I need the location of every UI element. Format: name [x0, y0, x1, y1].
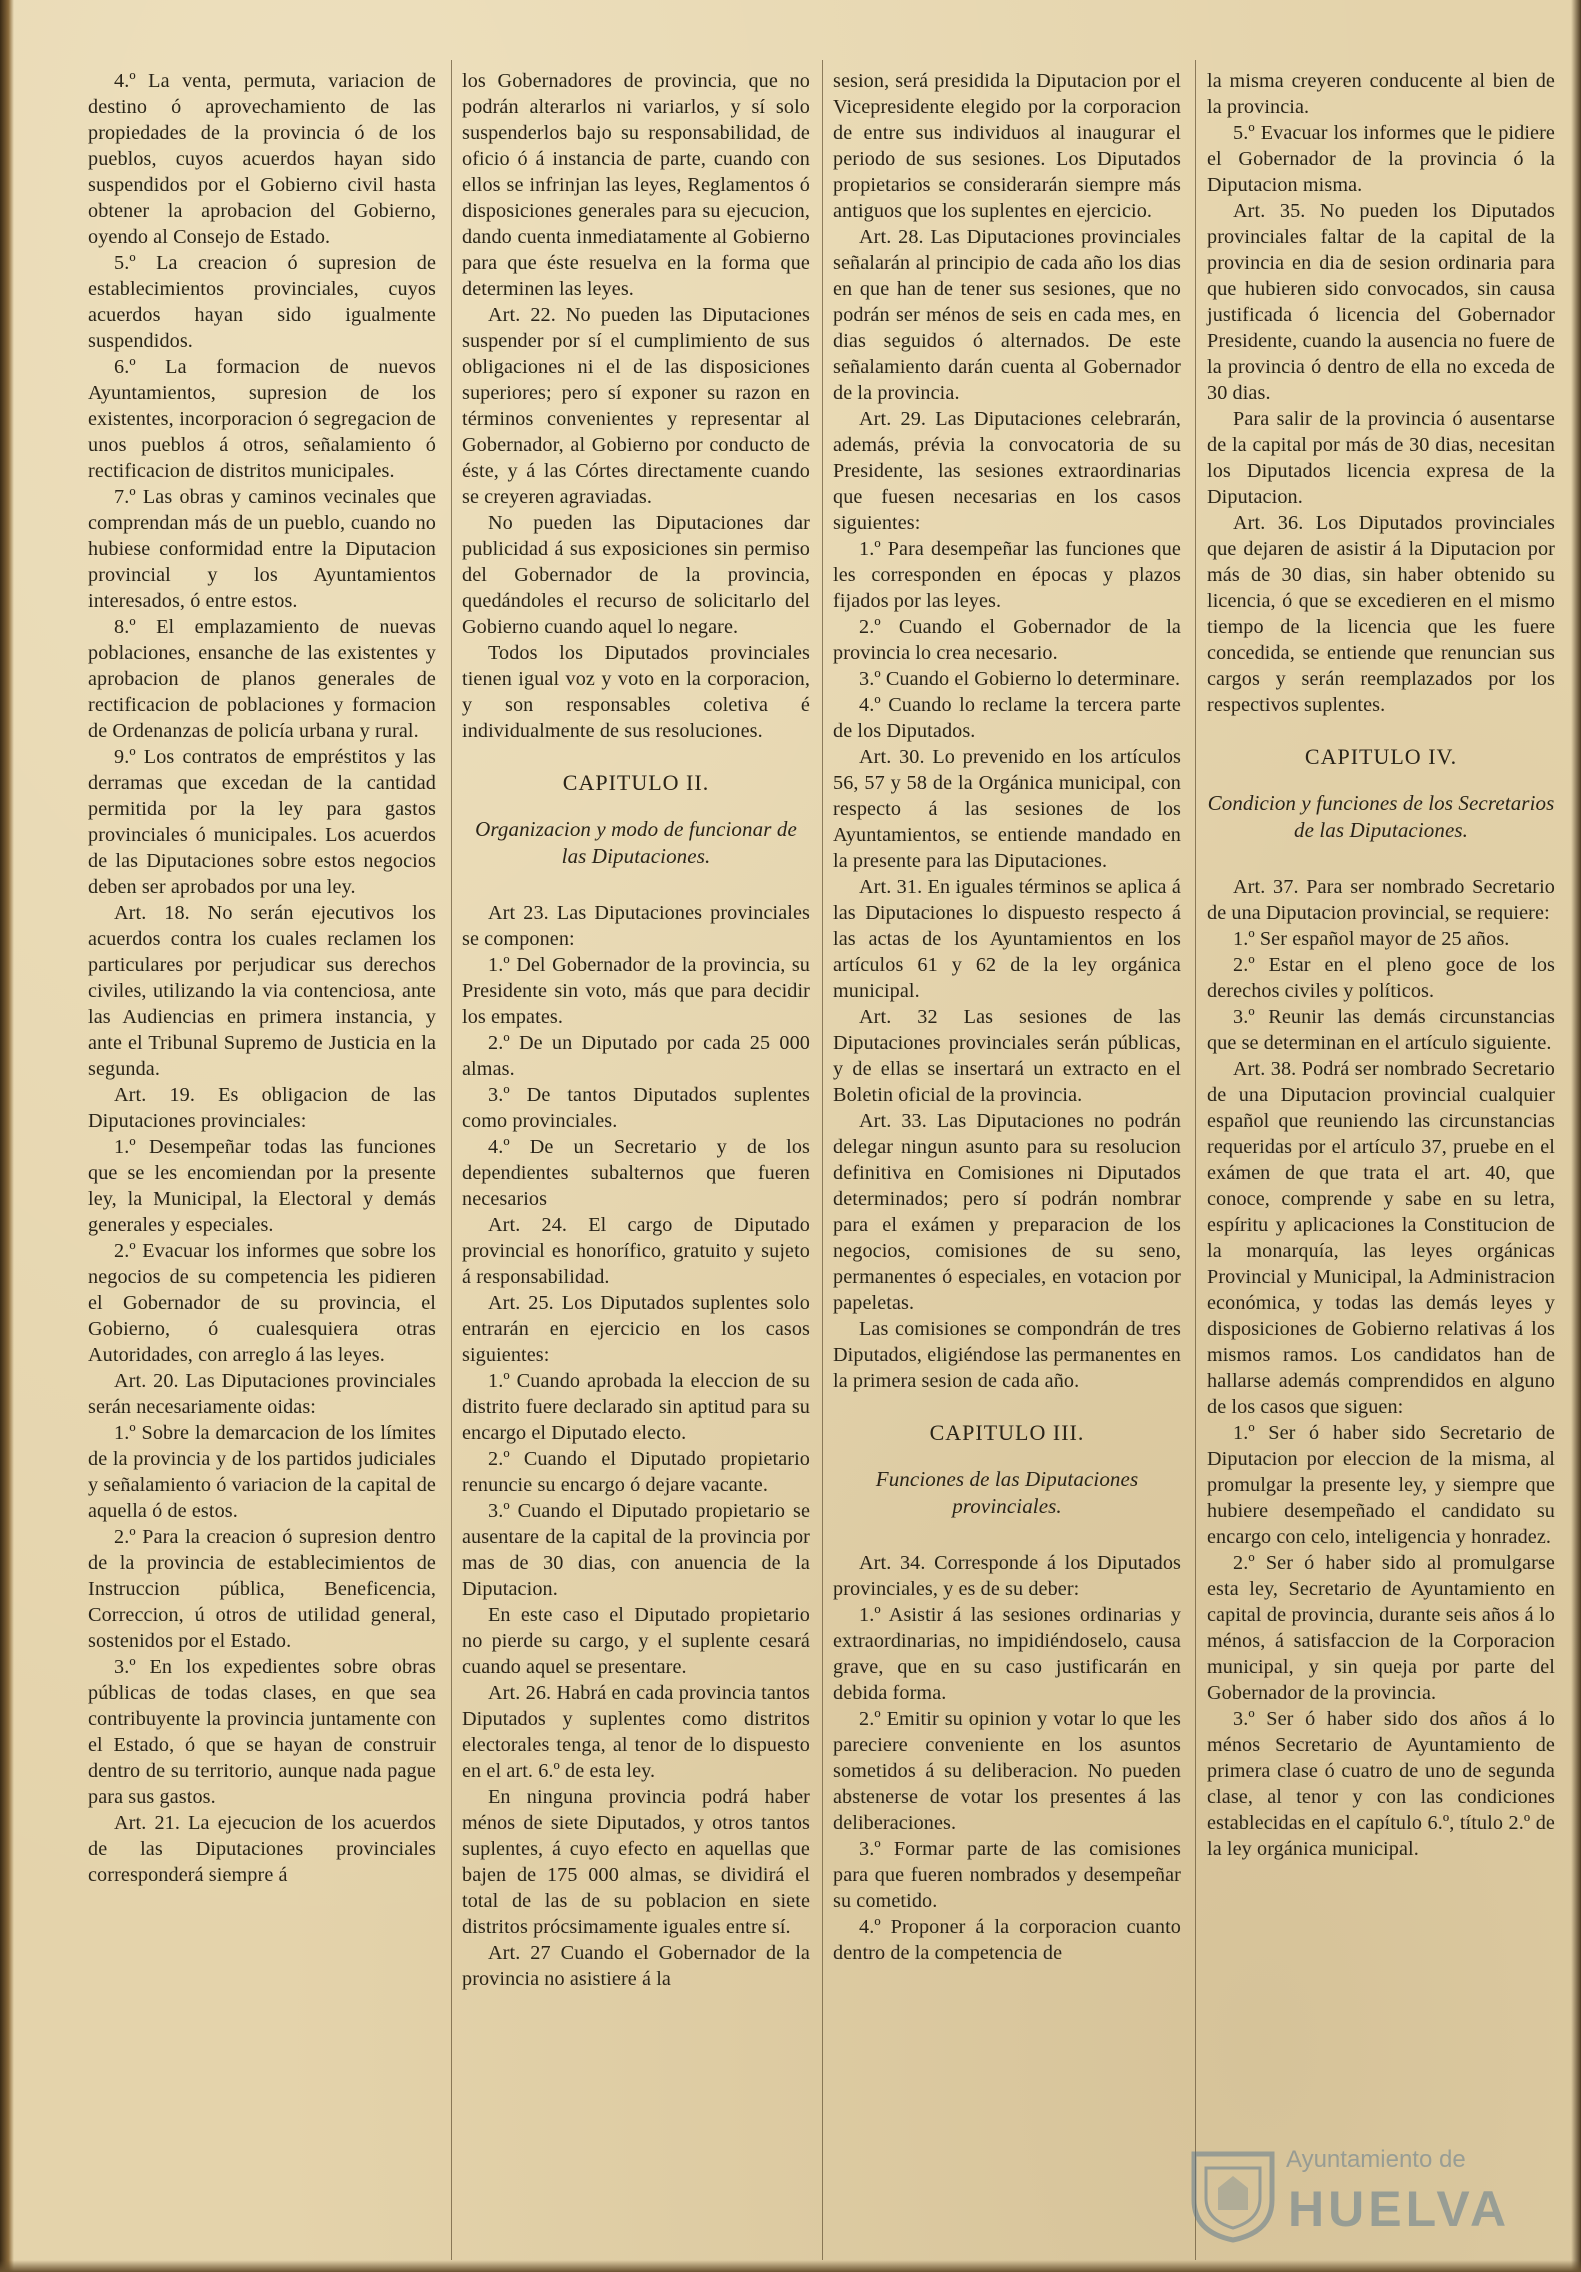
- article-paragraph: 1.º Ser ó haber sido Secretario de Diputacion por eleccion de la misma, al promulgar la presente ley, y siempre que hubiere desempeñado el candidato su encargo con celo, inteligencia y honradez.: [1207, 1422, 1555, 1548]
- text-column-4: [1207, 68, 1555, 1862]
- watermark-line1: Ayuntamiento de: [1286, 2146, 1466, 2173]
- article-paragraph: Art. 28. Las Diputaciones provinciales señalarán al principio de cada año los dias en que han de tener sus sesiones, que no podrán ser ménos de seis en cada mes, en dias seguidos ó alternados. De este señalamiento darán cuenta al Gobernador de la provincia.: [833, 226, 1181, 404]
- article-paragraph: 3.º Ser ó haber sido dos años á lo ménos Secretario de Ayuntamiento de primera clase ó cuatro de uno de segunda clase, al tenor y con las condiciones establecidas en el capítulo 6.º, título 2.º de la ley orgánica municipal.: [1207, 1708, 1555, 1860]
- watermark-line2: HUELVA: [1288, 2181, 1511, 2237]
- article-paragraph: 1.º Ser español mayor de 25 años.: [1233, 928, 1510, 950]
- archive-watermark: [1188, 2140, 1511, 2250]
- article-paragraph: 4.º Cuando lo reclame la tercera parte de los Diputados.: [833, 694, 1181, 742]
- article-paragraph: 3.º De tantos Diputados suplentes como provinciales.: [462, 1084, 810, 1132]
- page-edge-right: [1571, 0, 1581, 2272]
- column-divider: [451, 60, 452, 2260]
- article-paragraph: 4.º Proponer á la corporacion cuanto dentro de la competencia de: [833, 1916, 1181, 1964]
- article-paragraph: Art. 26. Habrá en cada provincia tantos Diputados y suplentes como distritos electorales tenga, al tenor de lo dispuesto en el art. 6.º de esta ley.: [462, 1682, 810, 1782]
- article-paragraph: Art. 22. No pueden las Diputaciones suspender por sí el cumplimiento de sus obligaciones ni el de las disposiciones superiores; pero sí exponer su razon en términos convenientes y representar al Gobernador, al Gobierno por conducto de éste, y á las Córtes directamente cuando se creyeren agraviadas.: [462, 304, 810, 508]
- page-edge-bottom: [0, 2260, 1581, 2272]
- article-paragraph: 1.º Para desempeñar las funciones que les corresponden en épocas y plazos fijados por las leyes.: [833, 538, 1181, 612]
- article-paragraph: 2.º Cuando el Gobernador de la provincia lo crea necesario.: [833, 616, 1181, 664]
- chapter-heading: CAPITULO II.: [562, 770, 710, 795]
- article-paragraph: 2.º Evacuar los informes que sobre los negocios de su competencia les pidieren el Gobernador de su provincia, el Gobierno, ó cualesquiera otras Autoridades, con arreglo á las leyes.: [88, 1240, 436, 1366]
- article-paragraph: 3.º Formar parte de las comisiones para que fueren nombrados y desempeñar su cometido.: [833, 1838, 1181, 1912]
- article-paragraph: Art. 21. La ejecucion de los acuerdos de las Diputaciones provinciales corresponderá siempre á: [88, 1812, 436, 1886]
- article-paragraph: Art. 30. Lo prevenido en los artículos 56, 57 y 58 de la Orgánica municipal, con respecto á las sesiones de los Ayuntamientos, se entiende mandado en la presente para las Diputaciones.: [833, 746, 1181, 872]
- article-paragraph: 2.º Para la creacion ó supresion dentro de la provincia de establecimientos de Instruccion pública, Beneficencia, Correccion, ú otros de utilidad general, sostenidos por el Estado.: [88, 1526, 436, 1652]
- article-paragraph: 7.º Las obras y caminos vecinales que comprendan más de un pueblo, cuando no hubiese conformidad entre la Diputacion provincial y los Ayuntamientos interesados, ó entre estos.: [88, 486, 436, 612]
- article-paragraph: 6.º La formacion de nuevos Ayuntamientos, supresion de los existentes, incorporacion ó segregacion de unos pueblos á otros, señalamiento ó rectificacion de distritos municipales.: [88, 356, 436, 482]
- chapter-subtitle: Condicion y funciones de los Secretarios de las Diputaciones.: [1207, 791, 1555, 842]
- article-paragraph: Art. 38. Podrá ser nombrado Secretario de una Diputacion provincial cualquier español que reuniendo las circunstancias requeridas por el artículo 37, pruebe en el exámen de que trata el art. 40, que conoce, comprende y sabe en su letra, espíritu y aplicaciones la Constitucion de la monarquía, las leyes orgánicas Provincial y Municipal, la Administracion económica, y todas las demás leyes y disposiciones de Gobierno relativas á los mismos ramos. Los candidatos han de hallarse además comprendidos en alguno de los casos que siguen:: [1207, 1058, 1555, 1418]
- article-paragraph: En este caso el Diputado propietario no pierde su cargo, y el suplente cesará cuando aquel se presentare.: [462, 1604, 810, 1678]
- column-divider: [822, 60, 823, 2260]
- article-paragraph: 1.º Del Gobernador de la provincia, su Presidente sin voto, más que para decidir los empates.: [462, 954, 810, 1028]
- article-paragraph: Art. 18. No serán ejecutivos los acuerdos contra los cuales reclamen los particulares por perjudicar sus derechos civiles, utilizando la via contenciosa, ante las Audiencias en primera instancia, y ante el Tribunal Supremo de Justicia en la segunda.: [88, 902, 436, 1080]
- article-paragraph: 2.º Estar en el pleno goce de los derechos civiles y políticos.: [1207, 954, 1555, 1002]
- article-paragraph: 9.º Los contratos de empréstitos y las derramas que excedan de la cantidad permitida por la ley para gastos provinciales ó municipales. Los acuerdos de las Diputaciones sobre estos negocios deben ser aprobados por una ley.: [88, 746, 436, 898]
- article-paragraph: 3.º En los expedientes sobre obras públicas de todas clases, en que sea contribuyente la provincia juntamente con el Estado, ó que se hayan de construir dentro de su territorio, aunque nada pague para sus gastos.: [88, 1656, 436, 1808]
- article-paragraph: los Gobernadores de provincia, que no podrán alterarlos ni variarlos, y sí solo suspenderlos bajo su responsabilidad, de oficio ó á instancia de parte, cuando con ellos se infrinjan las leyes, Reglamentos ó disposiciones generales para su ejecucion, dando cuenta inmediatamente al Gobierno para que éste resuelva en la forma que determinen las leyes.: [462, 70, 810, 300]
- article-paragraph: Art. 34. Corresponde á los Diputados provinciales, y es de su deber:: [833, 1552, 1181, 1600]
- article-paragraph: Art. 36. Los Diputados provinciales que dejaren de asistir á la Diputacion por más de 30 dias, sin haber obtenido su licencia, ó que se excedieren en el mismo tiempo de la licencia que les fuere concedida, se entiende que renuncian sus cargos y serán reemplazados por los respectivos suplentes.: [1207, 512, 1555, 716]
- article-paragraph: Las comisiones se compondrán de tres Diputados, eligiéndose las permanentes en la primera sesion de cada año.: [833, 1318, 1181, 1392]
- text-column-2: [462, 68, 810, 1992]
- article-paragraph: 4.º La venta, permuta, variacion de destino ó aprovechamiento de las propiedades de la provincia ó de los pueblos, cuyos acuerdos hayan sido suspendidos por el Gobierno civil hasta obtener la aprobacion del Gobierno, oyendo al Consejo de Estado.: [88, 70, 436, 248]
- chapter-heading: CAPITULO III.: [929, 1420, 1085, 1445]
- article-paragraph: Art. 27 Cuando el Gobernador de la provincia no asistiere á la: [462, 1942, 810, 1990]
- article-paragraph: 3.º Cuando el Diputado propietario se ausentare de la capital de la provincia por mas de 30 dias, con anuencia de la Diputacion.: [462, 1500, 810, 1600]
- article-paragraph: Art 23. Las Diputaciones provinciales se componen:: [462, 902, 810, 950]
- chapter-subtitle: Organizacion y modo de funcionar de las Diputaciones.: [475, 817, 797, 868]
- article-paragraph: Art. 35. No pueden los Diputados provinciales faltar de la capital de la provincia en dia de sesion ordinaria para que hubieren sido convocados, sin causa justificada ó licencia del Gobernador Presidente, cuando la ausencia no fuere de la provincia ó dentro de ella no exceda de 30 dias.: [1207, 200, 1555, 404]
- text-column-1: [88, 68, 436, 1888]
- article-paragraph: 2.º Emitir su opinion y votar lo que les pareciere conveniente en los asuntos sometidos á su deliberacion. No pueden abstenerse de votar los presentes á las deliberaciones.: [833, 1708, 1181, 1834]
- chapter-heading: CAPITULO IV.: [1304, 744, 1458, 769]
- article-paragraph: 2.º De un Diputado por cada 25 000 almas.: [462, 1032, 810, 1080]
- city-seal-icon: [1188, 2148, 1278, 2244]
- chapter-subtitle: Funciones de las Diputaciones provinciales.: [875, 1467, 1139, 1518]
- article-paragraph: 8.º El emplazamiento de nuevas poblaciones, ensanche de las existentes y aprobacion de planos generales de rectificacion de poblaciones y formacion de Ordenanzas de policía urbana y rural.: [88, 616, 436, 742]
- page-edge-left: [0, 0, 14, 2272]
- article-paragraph: Art. 19. Es obligacion de las Diputaciones provinciales:: [88, 1084, 436, 1132]
- article-paragraph: 1.º Asistir á las sesiones ordinarias y extraordinarias, no impidiéndoselo, causa grave, que en su caso justificarán en debida forma.: [833, 1604, 1181, 1704]
- article-paragraph: Para salir de la provincia ó ausentarse de la capital por más de 30 dias, necesitan los Diputados licencia expresa de la Diputacion.: [1207, 408, 1555, 508]
- article-paragraph: Art. 25. Los Diputados suplentes solo entrarán en ejercicio en los casos siguientes:: [462, 1292, 810, 1366]
- column-divider: [1195, 60, 1196, 2260]
- article-paragraph: 1.º Cuando aprobada la eleccion de su distrito fuere declarado sin aptitud para su encargo el Diputado electo.: [462, 1370, 810, 1444]
- article-paragraph: 2.º Cuando el Diputado propietario renuncie su encargo ó dejare vacante.: [462, 1448, 810, 1496]
- article-paragraph: Art. 24. El cargo de Diputado provincial es honorífico, gratuito y sujeto á responsabilidad.: [462, 1214, 810, 1288]
- article-paragraph: Todos los Diputados provinciales tienen igual voz y voto en la corporacion, y son responsables coletiva é individualmente de sus resoluciones.: [462, 642, 810, 742]
- article-paragraph: 2.º Ser ó haber sido al promulgarse esta ley, Secretario de Ayuntamiento en capital de provincia, durante seis años á lo ménos, á satisfaccion de la Corporacion municipal, y sin queja por parte del Gobernador de la provincia.: [1207, 1552, 1555, 1704]
- article-paragraph: 3.º Cuando el Gobierno lo determinare.: [859, 668, 1181, 690]
- article-paragraph: 5.º Evacuar los informes que le pidiere el Gobernador de la provincia ó la Diputacion misma.: [1207, 122, 1555, 196]
- article-paragraph: 1.º Desempeñar todas las funciones que se les encomiendan por la presente ley, la Municipal, la Electoral y demás generales y especiales.: [88, 1136, 436, 1236]
- article-paragraph: la misma creyeren conducente al bien de la provincia.: [1207, 70, 1555, 118]
- article-paragraph: 3.º Reunir las demás circunstancias que se determinan en el artículo siguiente.: [1207, 1006, 1555, 1054]
- article-paragraph: Art. 31. En iguales términos se aplica á las Diputaciones lo dispuesto respecto á las actas de los Ayuntamientos en los artículos 61 y 62 de la ley orgánica municipal.: [833, 876, 1181, 1002]
- article-paragraph: En ninguna provincia podrá haber ménos de siete Diputados, y otros tantos suplentes, á cuyo efecto en aquellas que bajen de 175 000 almas, se dividirá el total de las de su poblacion en siete distritos prócsimamente iguales entre sí.: [462, 1786, 810, 1938]
- article-paragraph: 1.º Sobre la demarcacion de los límites de la provincia y de los partidos judiciales y señalamiento ó variacion de la capital de aquella ó de estos.: [88, 1422, 436, 1522]
- article-paragraph: Art. 33. Las Diputaciones no podrán delegar ningun asunto para su resolucion definitiva en Comisiones ni Diputados determinados; pero sí podrán nombrar para el exámen y preparacion de los negocios, comisiones de su seno, permanentes ó especiales, en votacion por papeletas.: [833, 1110, 1181, 1314]
- article-paragraph: Art. 32 Las sesiones de las Diputaciones provinciales serán públicas, y de ellas se insertará un extracto en el Boletin oficial de la provincia.: [833, 1006, 1181, 1106]
- article-paragraph: Art. 29. Las Diputaciones celebrarán, además, prévia la convocatoria de su Presidente, las sesiones extraordinarias que fuesen necesarias en los casos siguientes:: [833, 408, 1181, 534]
- article-paragraph: Art. 37. Para ser nombrado Secretario de una Diputacion provincial, se requiere:: [1207, 876, 1555, 924]
- article-paragraph: sesion, será presidida la Diputacion por el Vicepresidente elegido por la corporacion de entre sus individuos al inaugurar el periodo de sus sesiones. Los Diputados propietarios se considerarán siempre más antiguos que los suplentes en ejercicio.: [833, 70, 1181, 222]
- text-column-3: [833, 68, 1181, 1966]
- article-paragraph: No pueden las Diputaciones dar publicidad á sus exposiciones sin permiso del Gobernador de la provincia, quedándoles el recurso de solicitarlo del Gobierno cuando aquel lo negare.: [462, 512, 810, 638]
- article-paragraph: Art. 20. Las Diputaciones provinciales serán necesariamente oidas:: [88, 1370, 436, 1418]
- article-paragraph: 4.º De un Secretario y de los dependientes subalternos que fueren necesarios: [462, 1136, 810, 1210]
- article-paragraph: 5.º La creacion ó supresion de establecimientos provinciales, cuyos acuerdos hayan sido igualmente suspendidos.: [88, 252, 436, 352]
